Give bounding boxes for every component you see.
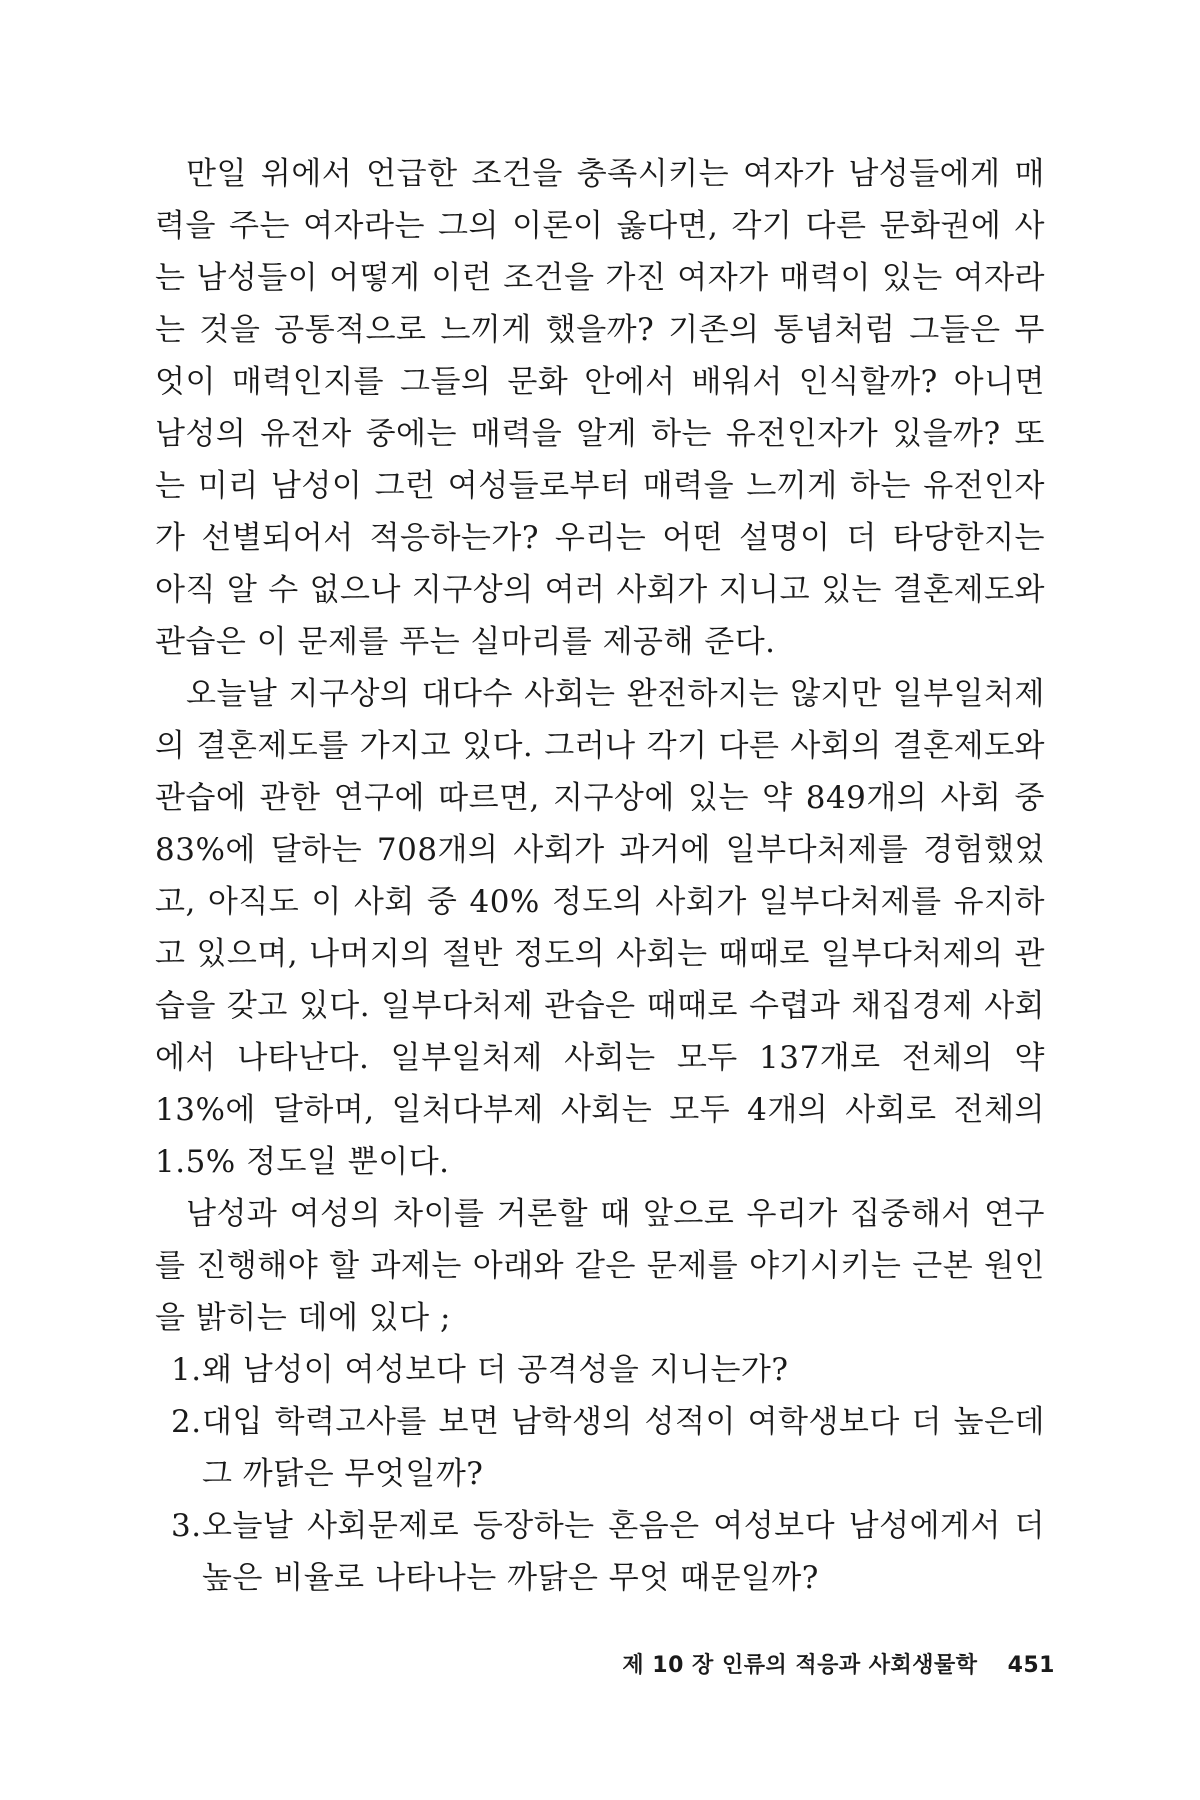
chapter-title: 제 10 장 인류의 적응과 사회생물학	[622, 1653, 978, 1678]
page-footer	[622, 1648, 1055, 1679]
list-text: 왜 남성이 여성보다 더 공격성을 지니는가?	[202, 1352, 789, 1388]
paragraph: 만일 위에서 언급한 조건을 충족시키는 여자가 남성들에게 매력을 주는 여자라는 그의 이론이 옳다면, 각기 다른 문화권에 사는 남성들이 어떻게 이런 조건을 가진 여자가 매력이 있는 여자라는 것을 공통적으로 느끼게 했을까? 기존의 통념처럼 그들은 무엇이 매력인지를 그들의 문화 안에서 배워서 인식할까? 아니면 남성의 유전자 중에는 매력을 알게 하는 유전인자가 있을까? 또는 미리 남성이 그런 여성들로부터 매력을 느끼게 하는 유전인자가 선별되어서 적응하는가? 우리는 어떤 설명이 더 타당한지는 아직 알 수 없으나 지구상의 여러 사회가 지니고 있는 결혼제도와 관습은 이 문제를 푸는 실마리를 제공해 준다.	[155, 156, 1045, 660]
paragraph: 오늘날 지구상의 대다수 사회는 완전하지는 않지만 일부일처제의 결혼제도를 가지고 있다. 그러나 각기 다른 사회의 결혼제도와 관습에 관한 연구에 따르면, 지구상에 있는 약 849개의 사회 중 83%에 달하는 708개의 사회가 과거에 일부다처제를 경험했었고, 아직도 이 사회 중 40% 정도의 사회가 일부다처제를 유지하고 있으며, 나머지의 절반 정도의 사회는 때때로 일부다처제의 관습을 갖고 있다. 일부다처제 관습은 때때로 수렵과 채집경제 사회에서 나타난다. 일부일처제 사회는 모두 137개로 전체의 약 13%에 달하며, 일처다부제 사회는 모두 4개의 사회로 전체의 1.5% 정도일 뿐이다.	[155, 676, 1045, 1180]
page-body	[155, 148, 1045, 1604]
numbered-list	[155, 1344, 1045, 1604]
list-item	[155, 1396, 1045, 1500]
list-item	[155, 1344, 1045, 1396]
list-item	[155, 1500, 1045, 1604]
list-number: 3.	[171, 1508, 202, 1544]
paragraph: 남성과 여성의 차이를 거론할 때 앞으로 우리가 집중해서 연구를 진행해야 할 과제는 아래와 같은 문제를 야기시키는 근본 원인을 밝히는 데에 있다 ;	[155, 1196, 1045, 1336]
page-number: 451	[1007, 1653, 1055, 1678]
list-text: 대입 학력고사를 보면 남학생의 성적이 여학생보다 더 높은데 그 까닭은 무엇일까?	[202, 1404, 1045, 1492]
list-text: 오늘날 사회문제로 등장하는 혼음은 여성보다 남성에게서 더 높은 비율로 나타나는 까닭은 무엇 때문일까?	[202, 1508, 1045, 1596]
list-number: 2.	[171, 1404, 202, 1440]
list-number: 1.	[171, 1352, 202, 1388]
